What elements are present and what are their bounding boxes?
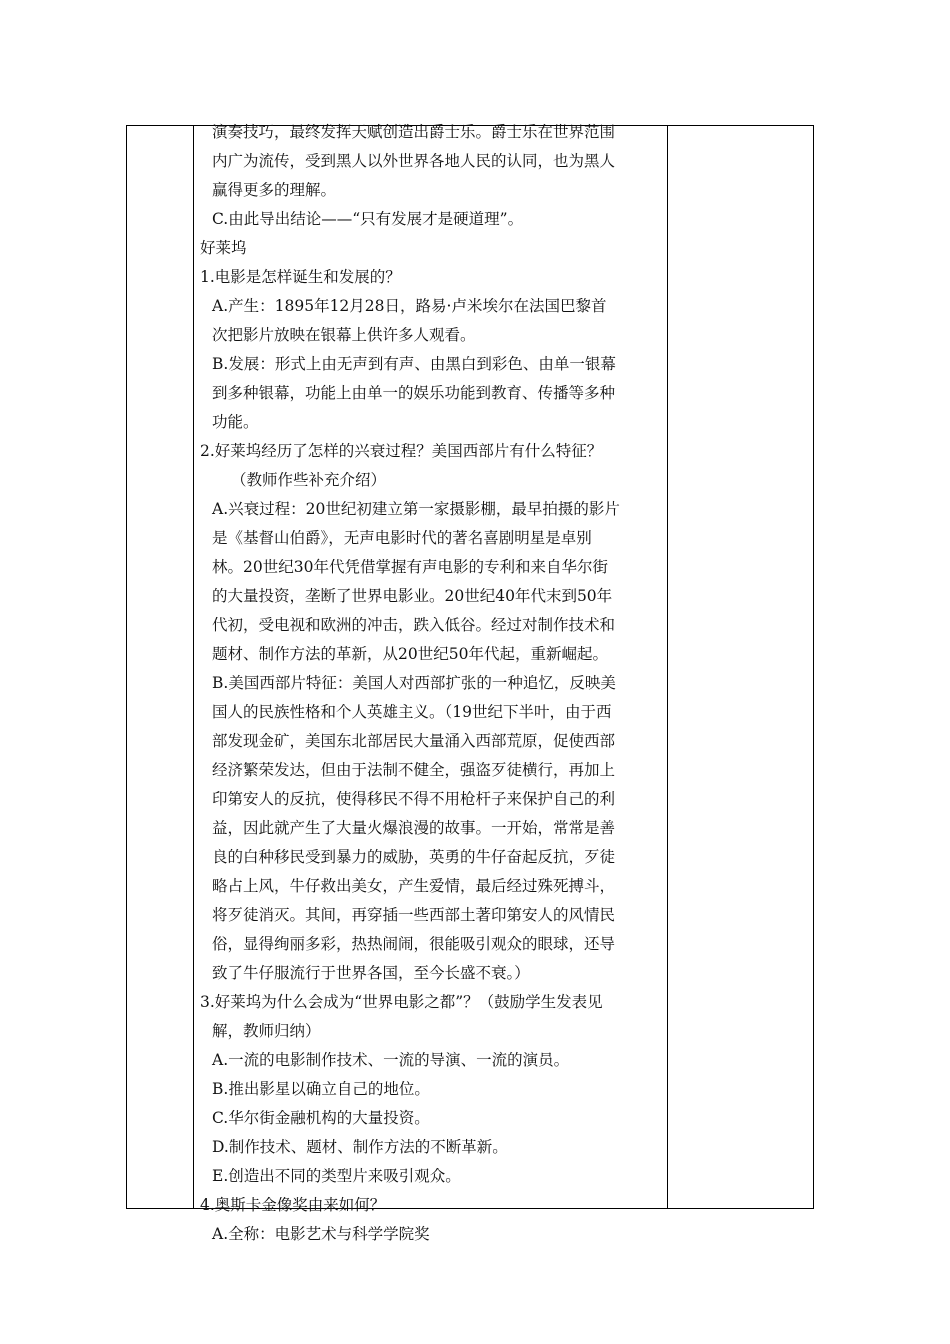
text-line: 好莱坞 [200,239,247,257]
text-line: B.美国西部片特征：美国人对西部扩张的一种追忆，反映美 [212,674,616,692]
text-line: 2.好莱坞经历了怎样的兴衰过程？美国西部片有什么特征？ [200,442,603,460]
text-line: 国人的民族性格和个人英雄主义。（19世纪下半叶，由于西 [212,703,612,721]
text-line: 的大量投资，垄断了世界电影业。20世纪40年代末到50年 [212,587,613,605]
text-line: （教师作些补充介绍） [231,471,387,489]
text-line: 林。20世纪30年代凭借掌握有声电影的专利和来自华尔街 [212,558,608,576]
text-line: 经济繁荣发达，但由于法制不健全，强盗歹徒横行，再加上 [212,761,616,779]
text-line: 赢得更多的理解。 [212,181,337,199]
lesson-content-cell [198,118,663,1249]
text-line: C.由此导出结论——“只有发展才是硬道理”。 [212,210,524,228]
text-line: 致了牛仔服流行于世界各国，至今长盛不衰。） [212,964,530,982]
text-line: 良的白种移民受到暴力的威胁，英勇的牛仔奋起反抗，歹徒 [212,848,616,866]
text-line: 俗，显得绚丽多彩，热热闹闹，很能吸引观众的眼球，还导 [212,935,616,953]
text-line: A.兴衰过程：20世纪初建立第一家摄影棚，最早拍摄的影片 [212,500,620,518]
text-line: 4.奥斯卡金像奖由来如何？ [200,1196,386,1214]
text-line: E.创造出不同的类型片来吸引观众。 [212,1167,461,1185]
text-line: 略占上风，牛仔救出美女，产生爱情，最后经过殊死搏斗， [212,877,616,895]
text-line: 内广为流传，受到黑人以外世界各地人民的认同，也为黑人 [212,152,616,170]
text-line: 解，教师归纳） [212,1022,321,1040]
text-line: A.一流的电影制作技术、一流的导演、一流的演员。 [212,1051,570,1069]
text-line: 将歹徒消灭。其间，再穿插一些西部土著印第安人的风情民 [212,906,616,924]
text-line: C.华尔街金融机构的大量投资。 [212,1109,430,1127]
text-line: D.制作技术、题材、制作方法的不断革新。 [212,1138,508,1156]
text-line: 益，因此就产生了大量火爆浪漫的故事。一开始，常常是善 [212,819,616,837]
text-line: 1.电影是怎样诞生和发展的？ [200,268,401,286]
text-line: 题材、制作方法的革新，从20世纪50年代起，重新崛起。 [212,645,608,663]
text-line: 到多种银幕，功能上由单一的娱乐功能到教育、传播等多种 [212,384,616,402]
text-line: 功能。 [212,413,259,431]
table-column-divider-left [193,126,194,1208]
text-line: 印第安人的反抗，使得移民不得不用枪杆子来保护自己的利 [212,790,616,808]
text-line: B.推出影星以确立自己的地位。 [212,1080,430,1098]
text-line: 代初，受电视和欧洲的冲击，跌入低谷。经过对制作技术和 [212,616,616,634]
text-line: 演奏技巧，最终发挥天赋创造出爵士乐。爵士乐在世界范围 [212,123,616,141]
table-column-divider-right [667,126,668,1208]
text-line: 次把影片放映在银幕上供许多人观看。 [212,326,476,344]
text-line: 部发现金矿，美国东北部居民大量涌入西部荒原，促使西部 [212,732,616,750]
text-line: A.产生：1895年12月28日，路易·卢米埃尔在法国巴黎首 [212,297,607,315]
text-line: 是《基督山伯爵》，无声电影时代的著名喜剧明星是卓别 [212,529,592,547]
text-line: 3.好莱坞为什么会成为“世界电影之都”？（鼓励学生发表见 [200,993,603,1011]
text-line: B.发展：形式上由无声到有声、由黑白到彩色、由单一银幕 [212,355,616,373]
text-line: A.全称：电影艺术与科学学院奖 [212,1225,430,1243]
